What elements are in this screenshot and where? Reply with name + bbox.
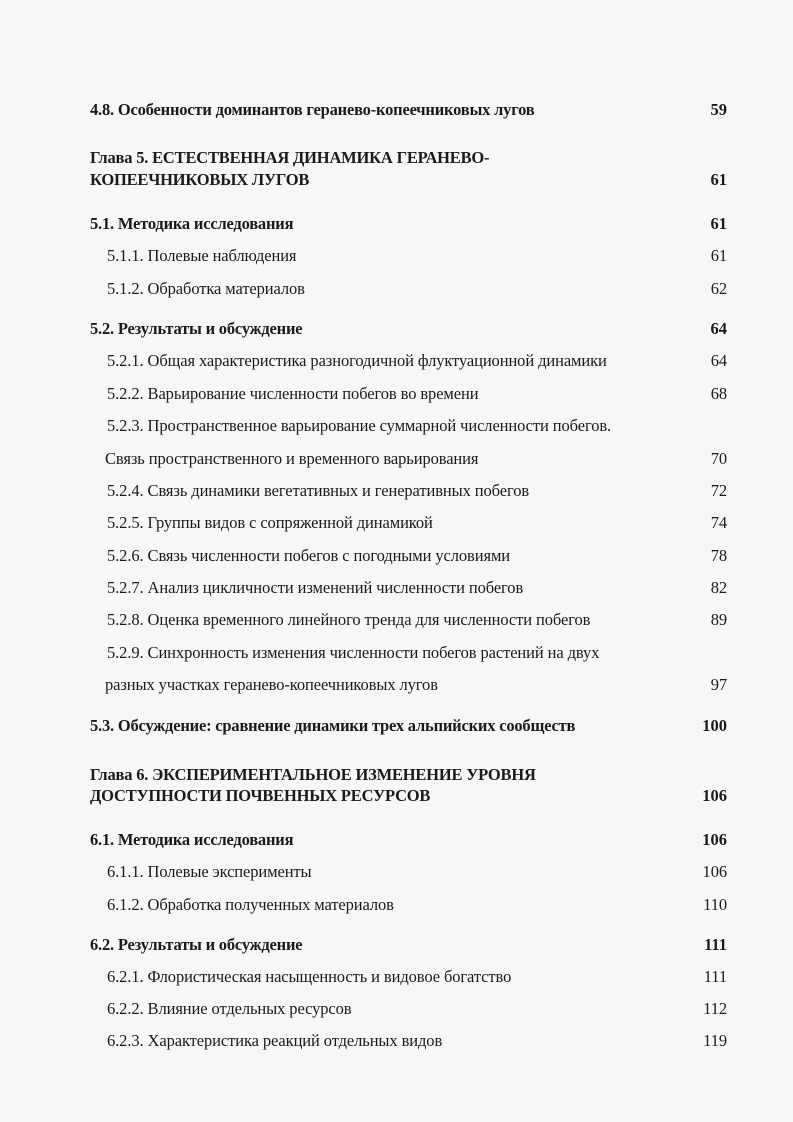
toc-entry-title: 6.1. Методика исследования [90,830,294,849]
toc-entry-title: 6.2.2. Влияние отдельных ресурсов [107,999,352,1018]
toc-entry-page: 59 [710,100,727,119]
toc-entry-page: 111 [704,935,727,954]
toc-entry-title: 5.2.3. Пространственное варьирование суммарной численности побегов. [107,416,612,435]
toc-entry-page: 72 [710,481,727,500]
toc-entry-page: 89 [710,610,727,629]
toc-entry-page: 106 [702,786,727,805]
toc-entry-title: Глава 6. ЭКСПЕРИМЕНТАЛЬНОЕ ИЗМЕНЕНИЕ УРОВНЯ [90,765,536,784]
toc-entry-title: 5.2.6. Связь численности побегов с погодными условиями [107,546,511,565]
toc-entry-title: 5.2.4. Связь динамики вегетативных и генеративных побегов [107,481,530,500]
toc-entry-page: 61 [710,214,727,233]
toc-entry-title: 6.1.2. Обработка полученных материалов [107,895,394,914]
toc-entry-title: 5.1.1. Полевые наблюдения [107,246,297,265]
toc-entry-title: 6.1.1. Полевые эксперименты [107,862,312,881]
toc-entry-title: 5.2.2. Варьирование численности побегов во времени [107,384,479,403]
toc-entry-title: 5.3. Обсуждение: сравнение динамики трех альпийских сообществ [90,716,576,735]
toc-entry-page: 68 [710,384,727,403]
toc-entry-page: 111 [703,967,727,986]
toc-entry-title: 6.2. Результаты и обсуждение [90,935,303,954]
toc-entry-page: 112 [703,999,727,1018]
toc-entry-title: 5.1.2. Обработка материалов [107,279,305,298]
toc-entry-page: 78 [710,546,727,565]
toc-entry-page: 61 [710,170,727,189]
toc-entry-title: 5.2.1. Общая характеристика разногодичной флуктуационной динамики [107,351,607,370]
toc-entry-page: 70 [710,449,727,468]
toc-entry-title: 6.2.1. Флористическая насыщенность и видовое богатство [107,967,512,986]
toc-entry-page: 64 [710,351,727,370]
toc-entry-title: 5.2.8. Оценка временного линейного тренда для численности побегов [107,610,591,629]
toc-entry-page: 100 [702,716,727,735]
toc-entry-page: 110 [703,895,727,914]
toc-entry-page: 106 [702,862,727,881]
toc-entry-title: 4.8. Особенности доминантов геранево-копеечниковых лугов [90,100,535,119]
toc-entry-title: 5.1. Методика исследования [90,214,294,233]
toc-entry-title: 5.2.9. Синхронность изменения численности побегов растений на двух [107,643,600,662]
toc-entry-page: 97 [710,675,727,694]
toc-entry-page: 62 [710,279,727,298]
toc-entry-title: 5.2. Результаты и обсуждение [90,319,303,338]
toc-entry-title: ДОСТУПНОСТИ ПОЧВЕННЫХ РЕСУРСОВ [90,786,431,805]
toc-entry-page: 61 [710,246,727,265]
toc-entry-title: 5.2.5. Группы видов с сопряженной динамикой [107,513,433,532]
toc-entry-page: 106 [702,830,727,849]
toc-entry-page: 74 [710,513,727,532]
toc-entry-title: 5.2.7. Анализ цикличности изменений численности побегов [107,578,524,597]
toc-entry-page: 64 [710,319,727,338]
toc-entry-title: Глава 5. ЕСТЕСТВЕННАЯ ДИНАМИКА ГЕРАНЕВО- [90,148,490,167]
toc-entry-page: 82 [710,578,727,597]
toc-entry-page: 119 [703,1031,727,1050]
toc-entry-title: КОПЕЕЧНИКОВЫХ ЛУГОВ [90,170,310,189]
toc-entry-title: 6.2.3. Характеристика реакций отдельных видов [107,1031,443,1050]
toc-entry-title: разных участках геранево-копеечниковых лугов [105,675,438,694]
toc-entry-title: Связь пространственного и временного варьирования [105,449,479,468]
